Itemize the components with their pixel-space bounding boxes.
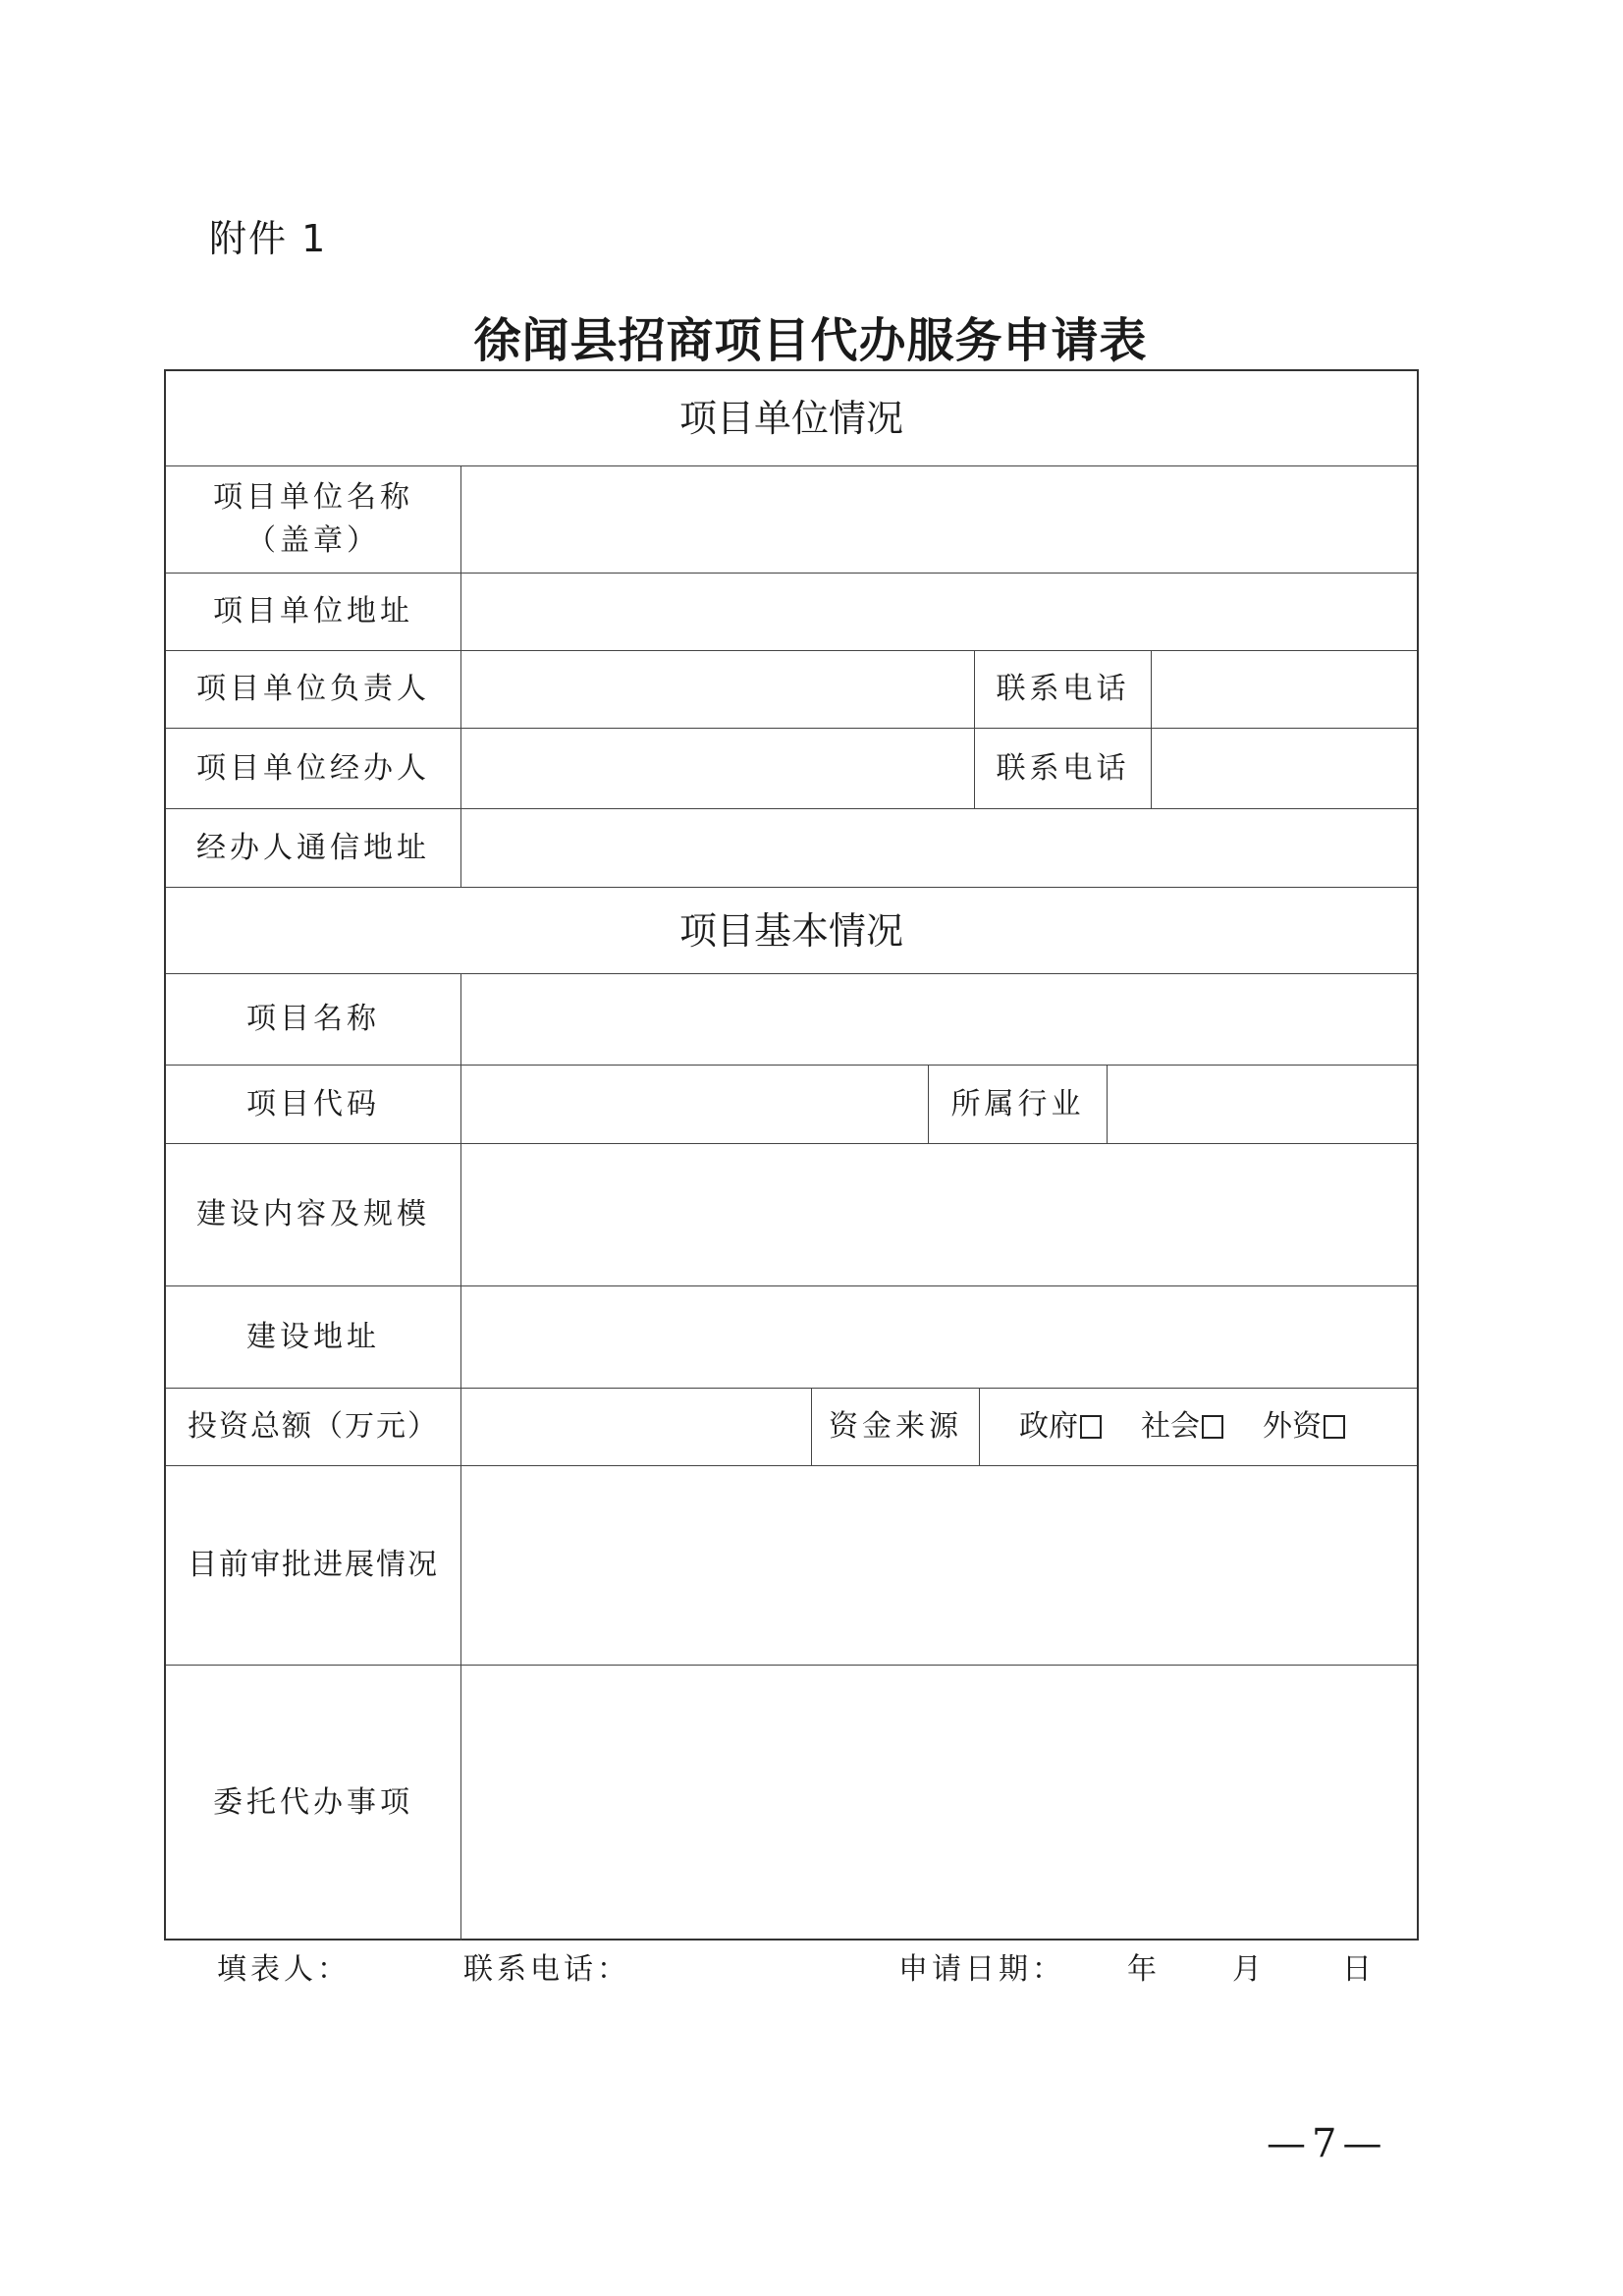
approval-progress-field[interactable] [460,1466,1417,1665]
funding-option-social[interactable] [1141,1401,1223,1452]
unit-name-label [166,466,460,573]
unit-handler-label: 项目单位经办人 [196,750,430,786]
unit-leader-field[interactable] [460,651,974,728]
industry-label: 所属行业 [928,1066,1107,1143]
funding-option-foreign[interactable] [1263,1401,1345,1452]
handler-phone-field[interactable] [1151,729,1417,808]
row-approval-progress [166,1466,1417,1666]
leader-phone-field[interactable] [1151,651,1417,728]
funding-source-options [979,1389,1417,1465]
funding-option-government-label: 政府 [1019,1409,1078,1444]
date-year-label: 年 [1127,1952,1161,1987]
section-header-unit [166,371,1417,466]
unit-address-label: 项目单位地址 [213,594,413,629]
investment-label: 投资总额（万元） [188,1409,439,1444]
section-header-project [166,888,1417,974]
application-form-table [164,369,1419,1941]
construction-site-label: 建设地址 [246,1319,380,1354]
form-title-text: 徐闻县招商项目代办服务申请表 [473,313,1148,368]
checkbox-icon[interactable] [1324,1415,1345,1439]
funding-option-social-label: 社会 [1141,1409,1200,1444]
project-name-label: 项目名称 [246,1002,380,1036]
construction-site-field[interactable] [460,1286,1417,1388]
checkbox-icon[interactable] [1080,1415,1102,1439]
construction-scope-field[interactable] [460,1144,1417,1285]
unit-handler-field[interactable] [460,729,974,808]
date-month-label: 月 [1232,1952,1266,1987]
row-unit-leader [166,651,1417,729]
row-entrusted-items [166,1666,1417,1941]
construction-scope-label: 建设内容及规模 [196,1197,430,1231]
row-project-name [166,974,1417,1066]
project-name-field[interactable] [460,974,1417,1065]
row-handler-address [166,809,1417,888]
approval-progress-label: 目前审批进展情况 [188,1548,439,1582]
unit-name-label-sub: （盖章） [246,523,380,558]
row-construction-site [166,1286,1417,1389]
filler-label: 填表人： [217,1952,351,1987]
unit-name-field[interactable] [460,466,1417,573]
row-unit-name [166,466,1417,574]
section-title-unit: 项目单位情况 [678,397,903,440]
industry-field[interactable] [1107,1066,1417,1143]
row-unit-address [166,574,1417,651]
checkbox-icon[interactable] [1202,1415,1223,1439]
handler-phone-label: 联系电话 [974,729,1151,808]
section-title-project: 项目基本情况 [678,908,903,953]
funding-source-label: 资金来源 [811,1389,979,1465]
handler-address-label: 经办人通信地址 [196,830,430,865]
page-number: —7— [1267,2121,1388,2166]
filler-phone-label: 联系电话： [463,1952,630,1987]
investment-field[interactable] [460,1389,811,1465]
handler-address-field[interactable] [460,809,1417,887]
funding-option-government[interactable] [1019,1401,1102,1452]
date-day-label: 日 [1342,1952,1376,1987]
row-investment [166,1389,1417,1466]
row-construction-scope [166,1144,1417,1286]
project-code-field[interactable] [460,1066,928,1143]
unit-address-field[interactable] [460,574,1417,650]
application-date-label: 申请日期： [898,1952,1065,1987]
leader-phone-label: 联系电话 [974,651,1151,728]
entrusted-items-field[interactable] [460,1666,1417,1941]
funding-option-foreign-label: 外资 [1263,1409,1322,1444]
unit-name-label-text: 项目单位名称 [213,480,413,515]
row-unit-handler [166,729,1417,809]
project-code-label: 项目代码 [246,1086,380,1121]
unit-leader-label: 项目单位负责人 [196,672,430,706]
attachment-label: 附件 1 [209,217,328,260]
entrusted-items-label: 委托代办事项 [213,1785,413,1820]
row-project-code [166,1066,1417,1144]
form-title [0,302,1623,370]
